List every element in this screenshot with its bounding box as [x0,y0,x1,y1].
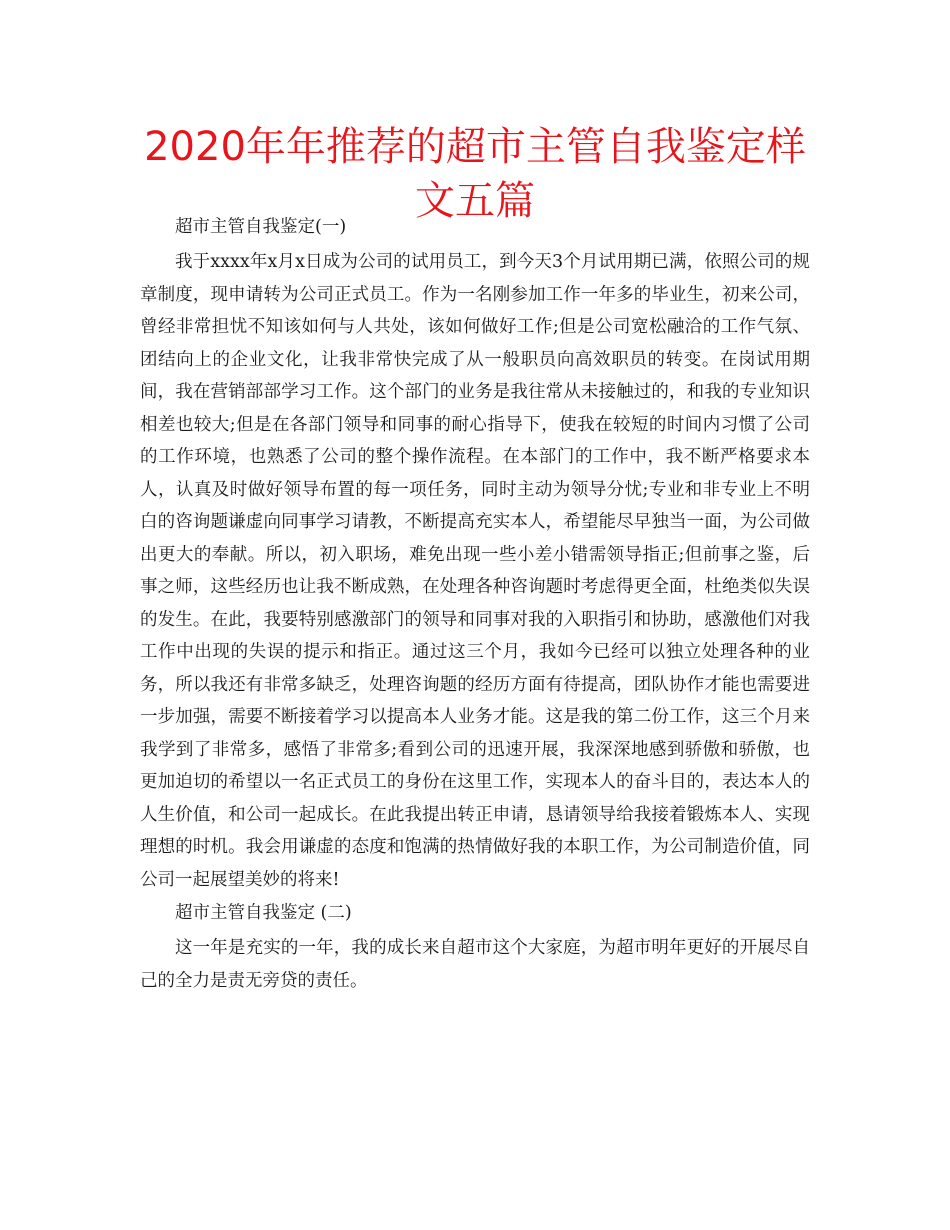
section-heading-2: 超市主管自我鉴定 (二) [175,903,352,923]
document-title: 2020年年推荐的超市主管自我鉴定样文五篇 [144,124,806,224]
section-heading-1: 超市主管自我鉴定(一) [175,217,347,237]
section-paragraph-1: 我于xxxx年x月x日成为公司的试用员工，到今天3个月试用期已满，依照公司的规章制度，现申请转为公司正式员工。作为一名刚参加工作一年多的毕业生，初来公司，曾经非常担忧不知该如何与人共处，该如何做好工作;但是公司宽松融洽的工作气氛、团结向上的企业文化，让我非常快完成了从一般职员向高效职员的转变。在岗试用期间，我在营销部部学习工作。这个部门的业务是我往常从未接触过的，和我的专业知识相差也较大;但是在各部门领导和同事的耐心指导下，使我在较短的时间内习惯了公司的工作环境，也熟悉了公司的整个操作流程。在本部门的工作中，我不断严格要求本人，认真及时做好领导布置的每一项任务，同时主动为领导分忧;专业和非专业上不明白的咨询题谦虚向同事学习请教，不断提高充实本人，希望能尽早独当一面，为公司做出更大的奉献。所以，初入职场，难免出现一些小差小错需领导指正;但前事之鉴，后事之师，这些经历也让我不断成熟，在处理各种咨询题时考虑得更全面，杜绝类似失误的发生。在此，我要特别感激部门的领导和同事对我的入职指引和协助，感激他们对我工作中出现的失误的提示和指正。通过这三个月，我如今已经可以独立处理各种的业务，所以我还有非常多缺乏，处理咨询题的经历方面有待提高，团队协作才能也需要进一步加强，需要不断接着学习以提高本人业务才能。这是我的第二份工作，这三个月来我学到了非常多，感悟了非常多;看到公司的迅速开展，我深深地感到骄傲和骄傲，也更加迫切的希望以一名正式员工的身份在这里工作，实现本人的奋斗目的，表达本人的人生价值，和公司一起成长。在此我提出转正申请，恳请领导给我接着锻炼本人、实现理想的时机。我会用谦虚的态度和饱满的热情做好我的本职工作，为公司制造价值，同公司一起展望美妙的将来! [140,252,810,890]
document-body [140,212,810,997]
section-paragraph-2: 这一年是充实的一年，我的成长来自超市这个大家庭，为超市明年更好的开展尽自己的全力是责无旁贷的责任。 [140,938,810,991]
